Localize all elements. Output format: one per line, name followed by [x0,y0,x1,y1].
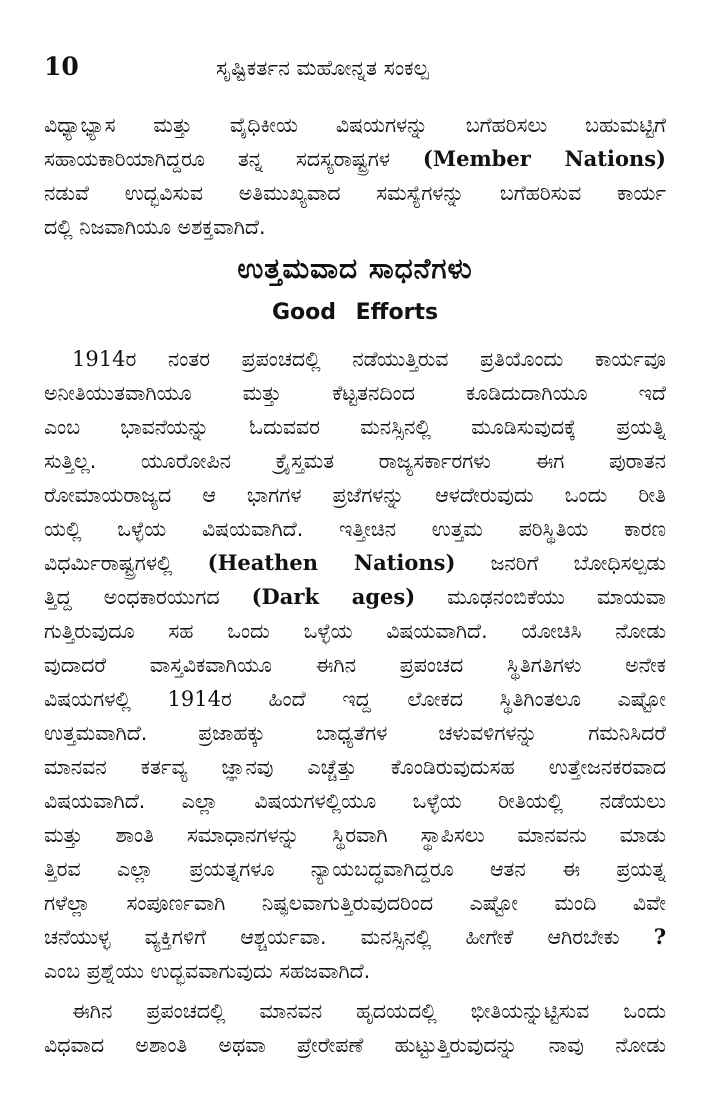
text-span: ವುದಾದರೆ ವಾಸ್ತವಿಕವಾಗಿಯೂ ಈಗಿನ ಪ್ರಪಂಚದ ಸ್ಥಿತಿಗತಿಗಳು ಅನೇಕ [44,653,666,677]
text-span: ಅನೀತಿಯುತವಾಗಿಯೂ ಮತ್ತು ಕೆಟ್ಟತನದಿಂದ ಕೂಡಿದುದಾಗಿಯೂ ಇದೆ [44,381,666,405]
text-line [44,444,666,478]
text-line [44,512,666,546]
page-number: 10 [44,52,79,81]
text-line [44,410,666,444]
text-line [44,176,666,210]
text-span: ಜನರಿಗೆ ಬೋಧಿಸಲ್ಪಡು [490,551,666,575]
paragraph-intro [44,108,666,244]
english-term: (Member Nations) [422,146,666,171]
text-line [44,478,666,512]
section-heading-kannada: ಉತ್ತಮವಾದ ಸಾಧನೆಗಳು [237,252,473,285]
text-line [44,614,666,648]
text-line [44,210,666,244]
text-line [44,648,666,682]
text-span: ನಡುವೆ ಉದ್ಭವಿಸುವ ಅತಿಮುಖ್ಯವಾದ ಸಮಸ್ಯೆಗಳನ್ನು ಬಗೆಹರಿಸುವ ಕಾರ್ಯ [44,181,666,205]
english-term: (Dark ages) [251,584,416,609]
running-head [44,52,664,92]
text-line [44,376,666,410]
english-term: (Heathen Nations) [207,550,456,575]
text-span: ತ್ತಿದ್ದ ಅಂಧಕಾರಯುಗದ [44,585,220,609]
text-span: ರ ನಂತರ ಪ್ರಪಂಚದಲ್ಲಿ ನಡೆಯುತ್ತಿರುವ ಪ್ರತಿಯೊಂದು ಕಾರ್ಯವೂ [125,347,666,371]
year-number: 1914 [167,687,221,711]
text-line [44,954,666,988]
text-line [44,580,666,614]
text-line [44,886,666,920]
text-span: ದಲ್ಲಿ ನಿಜವಾಗಿಯೂ ಅಶಕ್ತವಾಗಿದೆ. [44,215,266,239]
text-span: ಎಂಬ ಭಾವನೆಯನ್ನು ಓದುವವರ ಮನಸ್ಸಿನಲ್ಲಿ ಮೂಡಿಸುವುದಕ್ಕೆ ಪ್ರಯತ್ನಿ [44,415,666,439]
text-line [44,1028,666,1062]
book-title: ಸೃಷ್ಟಿಕರ್ತನ ಮಹೋನ್ನತ ಸಂಕಲ್ಪ [216,56,429,80]
text-line [44,342,666,376]
text-span: ಎಂಬ ಪ್ರಶ್ನೆಯು ಉದ್ಭವವಾಗುವುದು ಸಹಜವಾಗಿದೆ. [44,959,371,983]
text-span: ಮಾನವನ ಕರ್ತವ್ಯ ಜ್ಞಾನವು ಎಚ್ಚೆತ್ತು ಕೊಂಡಿರುವುದುಸಹ ಉತ್ತೇಜನಕರವಾದ [44,755,666,779]
text-line [44,750,666,784]
text-line [44,920,666,954]
text-span: ಸಹಾಯಕಾರಿಯಾಗಿದ್ದರೂ ತನ್ನ ಸದಸ್ಯರಾಷ್ಟ್ರಗಳ [44,147,391,171]
text-span: ಗಳೆಲ್ಲಾ ಸಂಪೂರ್ಣವಾಗಿ ನಿಷ್ಫಲವಾಗುತ್ತಿರುವುದರಿಂದ ಎಷ್ಟೋ ಮಂದಿ ವಿವೇ [44,891,666,915]
paragraph-unrest [44,994,666,1062]
text-span: ವಿಧವಾದ ಅಶಾಂತಿ ಅಥವಾ ಪ್ರೇರೇಪಣೆ ಹುಟ್ಟುತ್ತಿರುವುದನ್ನು ನಾವು ನೋಡು [44,1033,666,1057]
text-span: ವಿಷಯಗಳಲ್ಲಿ [44,687,131,711]
text-line [44,716,666,750]
text-line [44,818,666,852]
text-span: ಮತ್ತು ಶಾಂತಿ ಸಮಾಧಾನಗಳನ್ನು ಸ್ಥಿರವಾಗಿ ಸ್ಥಾಪಿಸಲು ಮಾನವನು ಮಾಡು [44,823,666,847]
paragraph-good-efforts [44,342,666,988]
section-heading-english: Good Efforts [271,300,439,325]
text-line [44,142,666,176]
text-span: ಗುತ್ತಿರುವುದೂ ಸಹ ಒಂದು ಒಳ್ಳೆಯ ವಿಷಯವಾಗಿದೆ. ಯೋಚಿಸಿ ನೋಡು [44,619,666,643]
text-line [44,994,666,1028]
text-span: ಮೂಢನಂಬಿಕೆಯು ಮಾಯವಾ [447,585,666,609]
text-span: ತ್ತಿರವ ಎಲ್ಲಾ ಪ್ರಯತ್ನಗಳೂ ನ್ಯಾಯಬದ್ಧವಾಗಿದ್ದರೂ ಆತನ ಈ ಪ್ರಯತ್ನ [44,857,666,881]
text-span: ವಿಧರ್ಮಿರಾಷ್ಟ್ರಗಳಲ್ಲಿ [44,551,173,575]
question-mark: ? [653,924,666,949]
year-number: 1914 [72,347,126,371]
text-span: ರ ಹಿಂದೆ ಇದ್ದ ಲೋಕದ ಸ್ಥಿತಿಗಿಂತಲೂ ಎಷ್ಟೋ [220,687,666,711]
text-line [44,546,666,580]
text-span: ಸುತ್ತಿಲ್ಲ. ಯೂರೋಪಿನ ಕ್ರೈಸ್ತಮತ ರಾಜ್ಯಸರ್ಕಾರಗಳು ಈಗ ಪುರಾತನ [44,449,666,473]
text-line [44,108,666,142]
text-span: ವಿಧ್ಯಾಭ್ಯಾಸ ಮತ್ತು ವೈಧಿಕೀಯ ವಿಷಯಗಳನ್ನು ಬಗೆಹರಿಸಲು ಬಹುಮಟ್ಟಿಗೆ [44,113,666,137]
text-line [44,852,666,886]
text-span: ಚನೆಯುಳ್ಳ ವ್ಯಕ್ತಿಗಳಿಗೆ ಆಶ್ಚರ್ಯವಾ. ಮನಸ್ಸಿನಲ್ಲಿ ಹೀಗೇಕೆ ಆಗಿರಬೇಕು [44,925,620,949]
text-line [44,784,666,818]
text-span: ಯಲ್ಲಿ ಒಳ್ಳೆಯ ವಿಷಯವಾಗಿದೆ. ಇತ್ತೀಚಿನ ಉತ್ತಮ ಪರಿಸ್ಥಿತಿಯ ಕಾರಣ [44,517,666,541]
text-span: ಈಗಿನ ಪ್ರಪಂಚದಲ್ಲಿ ಮಾನವನ ಹೃದಯದಲ್ಲಿ ಭೀತಿಯನ್ನುಟ್ಟಿಸುವ ಒಂದು [72,999,666,1023]
text-span: ರೋಮಾಯರಾಜ್ಯದ ಆ ಭಾಗಗಳ ಪ್ರಜೆಗಳನ್ನು ಆಳದೇರುವುದು ಒಂದು ರೀತಿ [44,483,666,507]
text-span: ಉತ್ತಮವಾಗಿದೆ. ಪ್ರಜಾಹಕ್ಕು ಬಾಧ್ಯತೆಗಳ ಚಳುವಳಿಗಳನ್ನು ಗಮನಿಸಿದರೆ [44,721,666,745]
text-span: ವಿಷಯವಾಗಿದೆ. ಎಲ್ಲಾ ವಿಷಯಗಳಲ್ಲಿಯೂ ಒಳ್ಳೆಯ ರೀತಿಯಲ್ಲಿ ನಡೆಯಲು [44,789,666,813]
text-line [44,682,666,716]
